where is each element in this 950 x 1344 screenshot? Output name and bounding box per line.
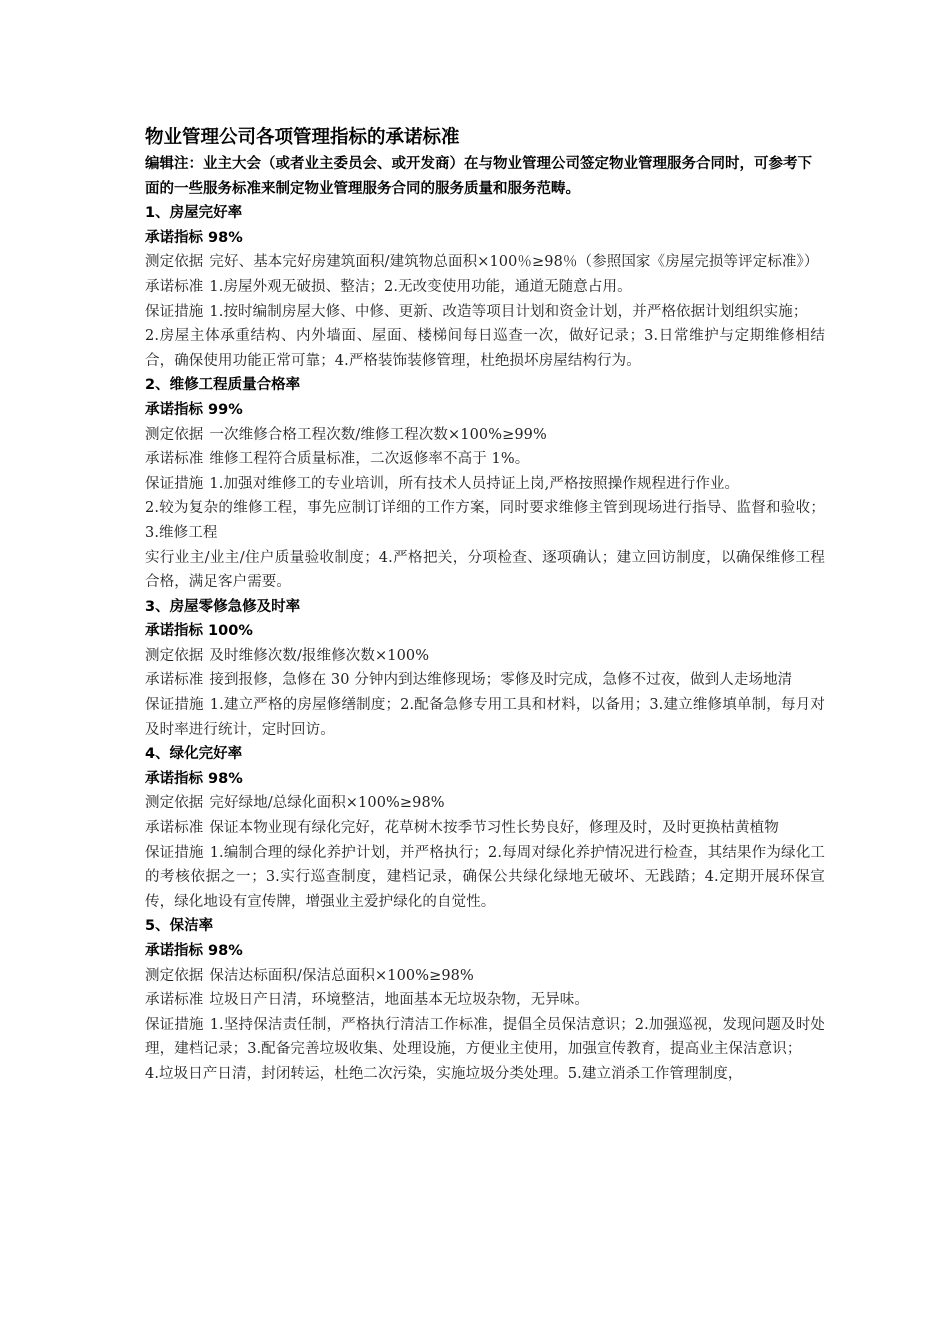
section-title: 5、保洁率 (145, 918, 214, 935)
section-repair-timeliness (145, 595, 825, 743)
measures-text: 1.按时编制房屋大修、中修、更新、改造等项目计划和资金计划，并严格依据计划组织实施； (209, 303, 808, 320)
commitment-indicator: 承诺指标 100% (145, 623, 253, 640)
standard-text: 维修工程符合质量标准，二次返修率不高于 1%。 (209, 451, 530, 468)
section-housing-integrity (145, 201, 825, 373)
measurement-basis (145, 644, 825, 669)
commitment-standard (145, 447, 825, 472)
guarantee-measures-cont: 实行业主/业主/住户质量验收制度；4.严格把关，分项检查、逐项确认；建立回访制度，以确保维修工程合格，满足客户需要。 (145, 549, 825, 591)
commitment-indicator: 承诺指标 98% (145, 229, 243, 246)
basis-label: 测定依据 (145, 426, 204, 443)
guarantee-measures-cont: 2.房屋主体承重结构、内外墙面、屋面、楼梯间每日巡查一次，做好记录；3.日常维护与定期维修相结合，确保使用功能正常可靠；4.严格装饰装修管理，杜绝损坏房屋结构行为。 (145, 328, 825, 369)
standard-label: 承诺标准 (145, 820, 204, 837)
standard-label: 承诺标准 (145, 278, 204, 295)
commitment-indicator: 承诺指标 99% (145, 401, 243, 418)
commitment-indicator: 承诺指标 98% (145, 943, 243, 959)
standard-label: 承诺标准 (145, 992, 204, 1009)
document-page (145, 124, 825, 1087)
measures-label: 保证措施 (145, 697, 204, 714)
guarantee-measures (145, 300, 825, 325)
standard-text: 保证本物业现有绿化完好，花草树木按季节习性长势良好，修理及时，及时更换枯黄植物 (209, 820, 779, 837)
measures-label: 保证措施 (145, 303, 204, 320)
measurement-basis (145, 791, 825, 816)
section-title: 2、维修工程质量合格率 (145, 377, 301, 394)
guarantee-measures (145, 1013, 825, 1062)
basis-text: 及时维修次数/报维修次数×100% (209, 647, 430, 664)
commitment-standard (145, 668, 825, 693)
basis-text: 保洁达标面积/保洁总面积×100%≥98% (209, 967, 474, 984)
measurement-basis (145, 250, 825, 275)
basis-text: 完好绿地/总绿化面积×100%≥98% (209, 795, 445, 812)
basis-text: 一次维修合格工程次数/维修工程次数×100%≥99% (209, 426, 547, 443)
section-repair-quality (145, 373, 825, 594)
measures-label: 保证措施 (145, 475, 204, 492)
page-title: 物业管理公司各项管理指标的承诺标准 (145, 127, 460, 148)
basis-text: 完好、基本完好房建筑面积/建筑物总面积×100％≥98％（参照国家《房屋完损等评定标准》） (209, 254, 819, 271)
commitment-indicator: 承诺指标 98% (145, 770, 243, 787)
guarantee-measures (145, 841, 825, 915)
section-title: 3、房屋零修急修及时率 (145, 598, 301, 615)
guarantee-measures (145, 693, 825, 742)
guarantee-measures-cont: 4.垃圾日产日清，封闭转运，杜绝二次污染，实施垃圾分类处理。5.建立消杀工作管理制度， (145, 1065, 743, 1082)
section-title: 4、绿化完好率 (145, 746, 243, 763)
standard-text: 垃圾日产日清，环境整洁，地面基本无垃圾杂物，无异味。 (209, 992, 590, 1009)
guarantee-measures-cont: 2.较为复杂的维修工程，事先应制订详细的工作方案，同时要求维修主管到现场进行指导、监督和验收；3.维修工程 (145, 500, 825, 541)
measures-text: 1.坚持保洁责任制，严格执行清洁工作标准，提倡全员保洁意识；2.加强巡视，发现问题及时处理，建档记录；3.配备完善垃圾收集、处理设施，方便业主使用，加强宣传教育，提高业主保洁意识； (145, 1016, 825, 1058)
measurement-basis (145, 423, 825, 448)
measures-text: 1.建立严格的房屋修缮制度；2.配备急修专用工具和材料，以备用；3.建立维修填单制，每月对及时率进行统计，定时回访。 (145, 697, 825, 738)
basis-label: 测定依据 (145, 967, 204, 984)
basis-label: 测定依据 (145, 647, 204, 664)
guarantee-measures (145, 472, 825, 497)
section-cleaning (145, 914, 825, 1086)
measures-text: 1.编制合理的绿化养护计划，并严格执行；2.每周对绿化养护情况进行检查，其结果作为绿化工的考核依据之一；3.实行巡查制度，建档记录，确保公共绿化绿地无破坏、无践踏；4.定期开展环保宣传，绿化地设有宣传牌，增强业主爱护绿化的自觉性。 (145, 844, 825, 910)
standard-text: 接到报修，急修在 30 分钟内到达维修现场；零修及时完成，急修不过夜，做到人走场地清 (209, 672, 793, 689)
commitment-standard (145, 275, 825, 300)
measures-label: 保证措施 (145, 844, 204, 861)
measurement-basis (145, 964, 825, 989)
section-title: 1、房屋完好率 (145, 205, 243, 222)
editor-note: 编辑注：业主大会（或者业主委员会、或开发商）在与物业管理公司签定物业管理服务合同时，可参考下面的一些服务标准来制定物业管理服务合同的服务质量和服务范畴。 (145, 156, 812, 197)
standard-text: 1.房屋外观无破损、整洁；2.无改变使用功能，通道无随意占用。 (209, 278, 632, 295)
basis-label: 测定依据 (145, 795, 204, 812)
commitment-standard (145, 988, 825, 1013)
measures-label: 保证措施 (145, 1016, 204, 1033)
standard-label: 承诺标准 (145, 451, 204, 468)
standard-label: 承诺标准 (145, 672, 204, 689)
measures-text: 1.加强对维修工的专业培训，所有技术人员持证上岗,严格按照操作规程进行作业。 (209, 475, 740, 492)
section-greening (145, 742, 825, 914)
commitment-standard (145, 816, 825, 841)
basis-label: 测定依据 (145, 254, 204, 271)
